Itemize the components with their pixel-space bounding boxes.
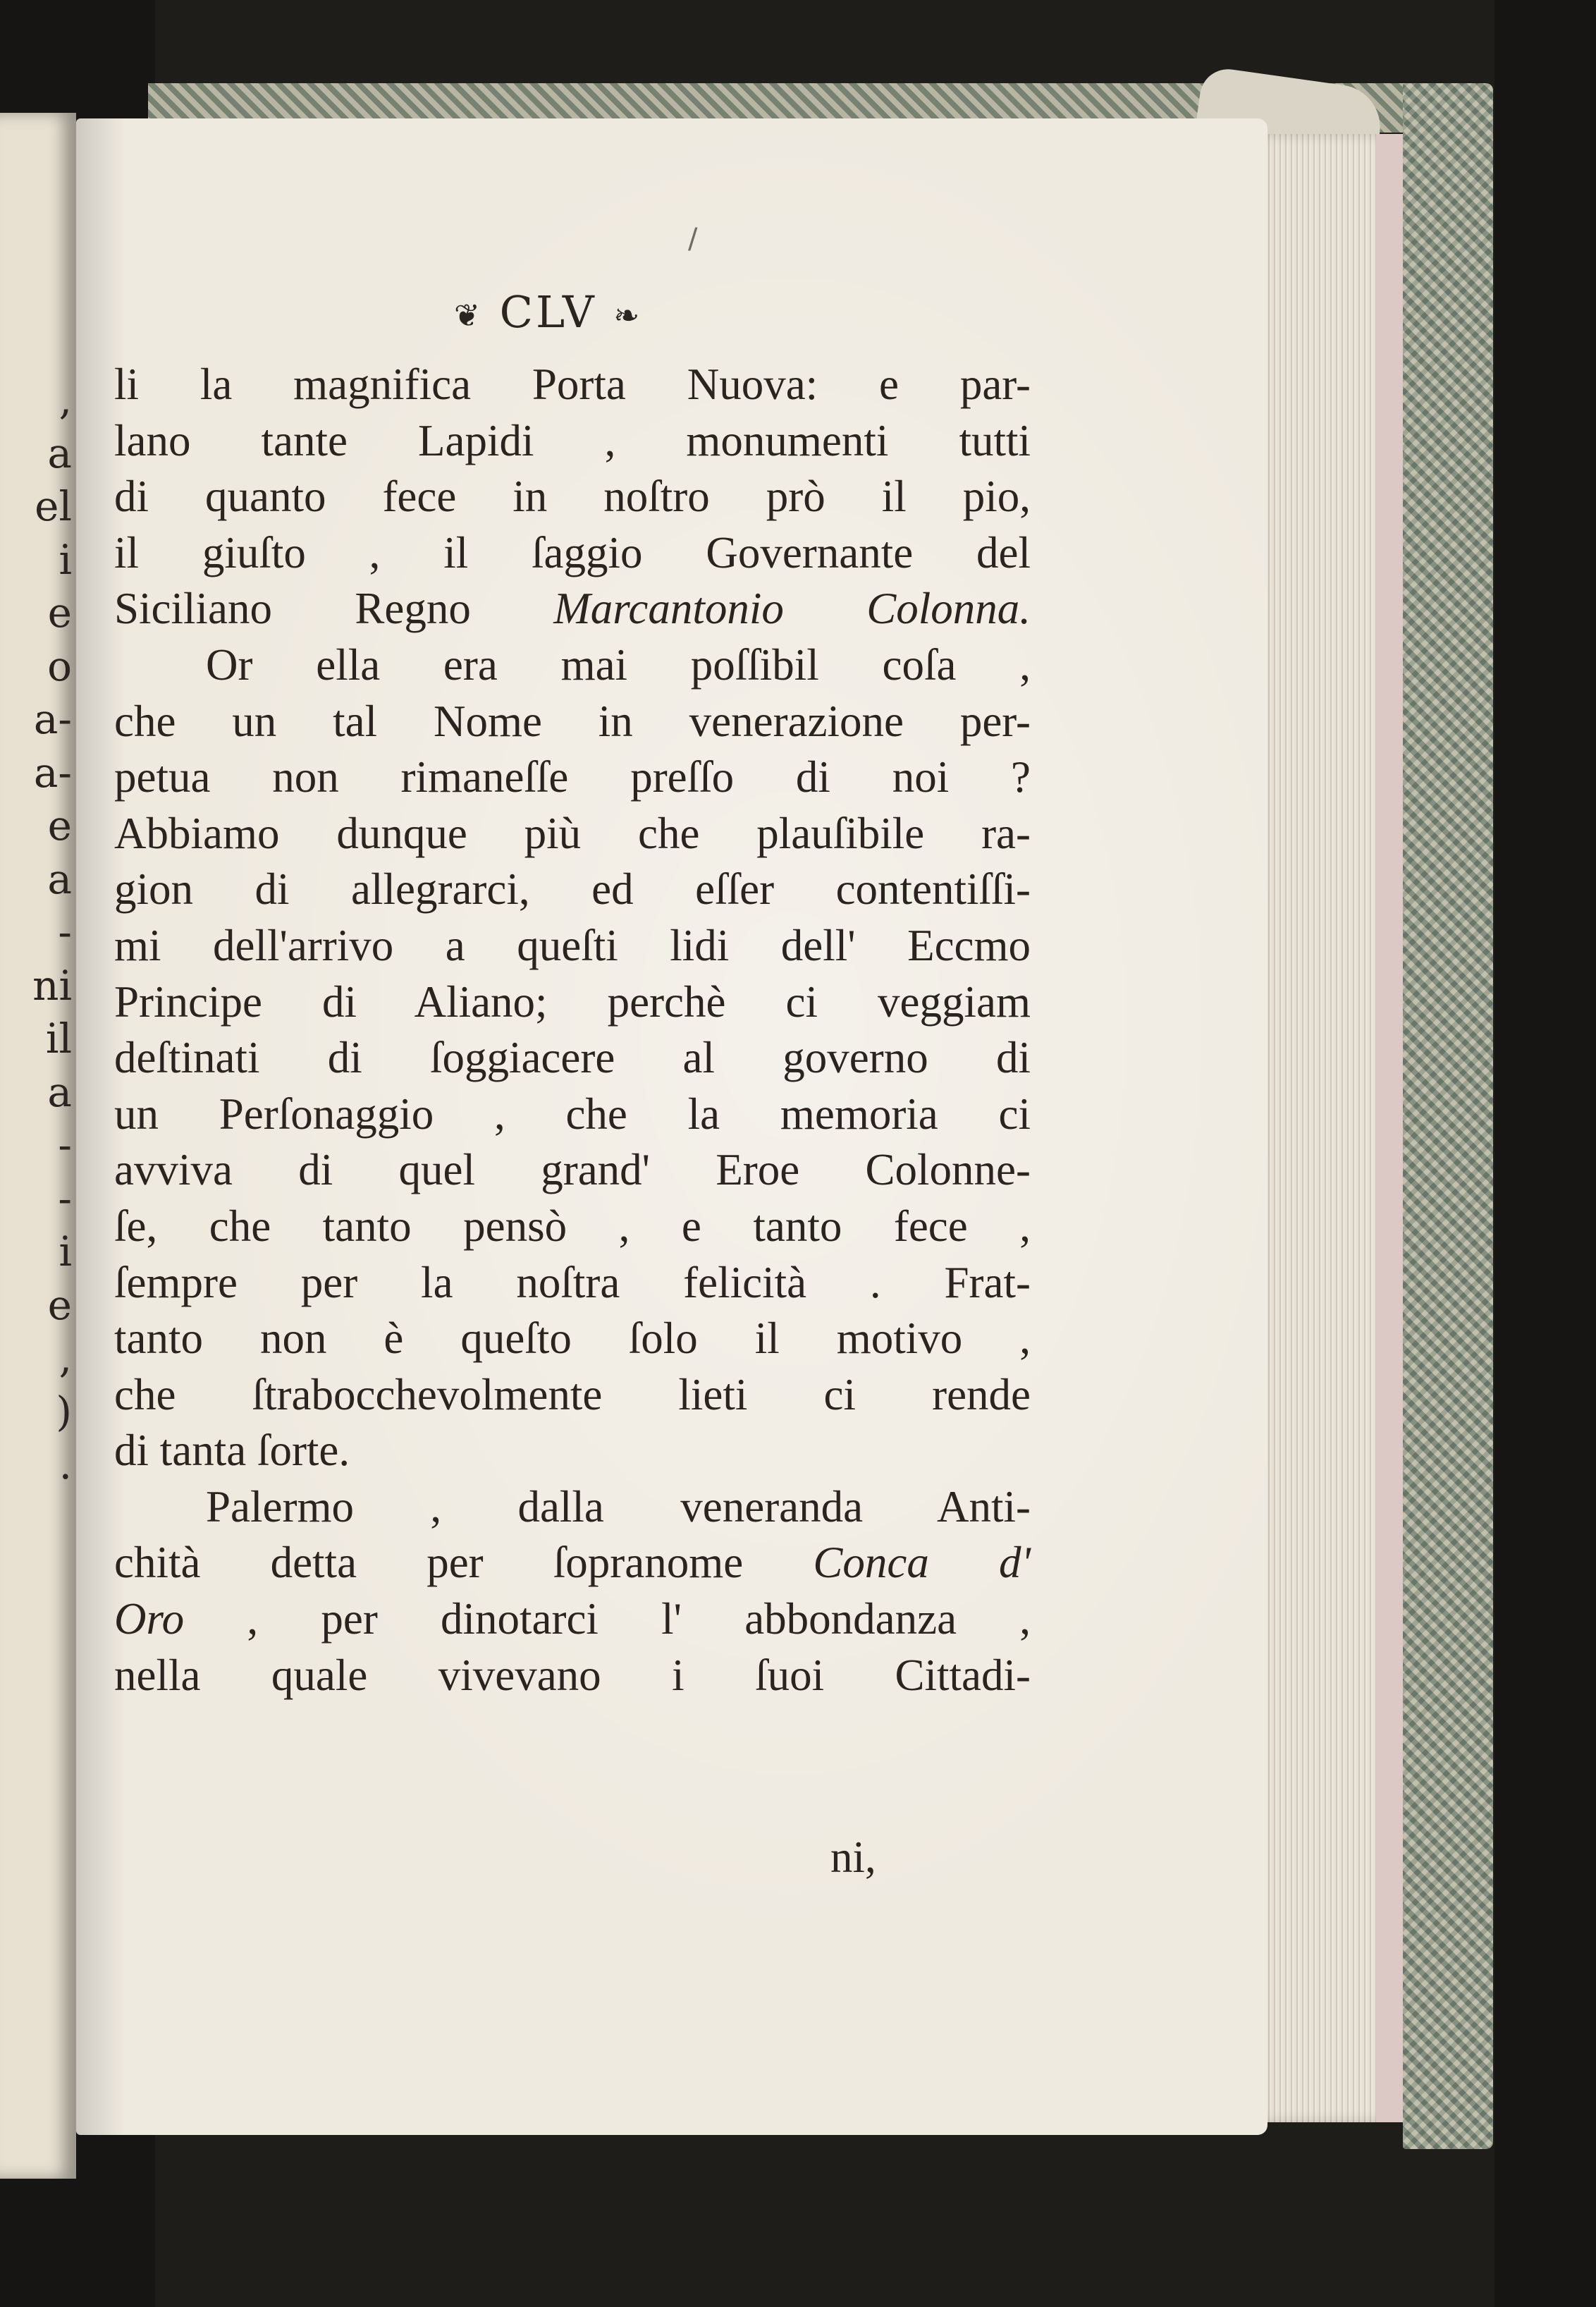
text-line [114,581,1031,637]
left-fragment: - [58,1174,72,1223]
page-number: CLV [499,286,597,338]
text-line: tanto non è queſto ſolo il motivo , [114,1314,1031,1364]
left-fragment: - [58,1121,72,1169]
left-fragment: . [59,1440,72,1488]
text-line: li la magnifica Porta Nuova: e par- [114,360,1031,409]
ornament-right-icon: ❧ [613,298,643,334]
left-fragment: i [59,1228,72,1275]
text-line: Abbiamo dunque più che plauſibile ra- [114,808,1031,858]
left-fragment: e [47,589,72,637]
book-page [76,118,1267,2135]
back-cover-edge [1403,83,1493,2149]
left-fragment: , [59,376,72,424]
catchword: ni, [830,1832,876,1882]
text-line: lano tante Lapidi , monumenti tutti [114,415,1031,465]
left-fragment: a [47,855,72,903]
text-line: che un tal Nome in venerazione per- [114,696,1031,746]
left-fragment: i [59,535,72,584]
body-text [114,357,1031,1703]
text-line: di tanta ſorte. [114,1426,350,1476]
left-fragment: a- [33,695,72,743]
text-line: Palermo , dalla veneranda Anti- [206,1481,1031,1531]
pencil-mark: / [688,223,698,255]
text-line: ſempre per la noſtra felicità . Frat- [114,1257,1031,1307]
italic-phrase: Oro [114,1594,185,1644]
left-page-fragments [32,374,72,1492]
text-line: ſe, che tanto pensò , e tanto fece , [114,1201,1031,1251]
left-fragment: a [47,429,72,477]
left-fragment: ni [32,961,72,1010]
italic-name: Marcantonio Colonna. [553,584,1031,634]
text-line: di quanto fece in noſtro prò il pio, [114,472,1031,522]
left-fragment: el [35,482,72,530]
text-segment: , per dinotarci l' abbondanza , [184,1594,1031,1644]
left-fragment: e [47,1280,72,1329]
left-fragment: , [59,1334,72,1382]
left-fragment: - [58,908,72,956]
ornament-left-icon: ❦ [454,298,483,334]
text-line: mi dell'arrivo a queſti lidi dell' Eccmo [114,920,1031,970]
left-fragment: a- [33,748,72,797]
text-line: deſtinati di ſoggiacere al governo di [114,1033,1031,1083]
text-segment: Siciliano Regno [114,584,554,634]
left-fragment: e [47,802,72,850]
page-header [454,286,642,338]
endpaper-edge [1376,134,1403,2122]
text-line [114,1591,1031,1648]
left-fragment: ) [56,1387,72,1436]
text-segment: chità detta per ſopranome [114,1538,814,1588]
text-line: avviva di quel grand' Eroe Colonne- [114,1145,1031,1195]
text-line: Or ella era mai poſſibil coſa , [206,640,1031,690]
italic-phrase: Conca d' [813,1538,1031,1588]
left-fragment: a [47,1067,72,1116]
text-line: nella quale vivevano i ſuoi Cittadi- [114,1650,1031,1700]
text-line: che ſtrabocchevolmente lieti ci rende [114,1369,1031,1419]
left-fragment: o [47,642,72,690]
text-line: gion di allegrarci, ed eſſer contentiſſi- [114,864,1031,914]
text-line: il giuſto , il ſaggio Governante del [114,527,1031,577]
text-line: petua non rimaneſſe preſſo di noi ? [114,752,1031,802]
text-line: un Perſonaggio , che la memoria ci [114,1089,1031,1139]
left-fragment: il [45,1015,72,1063]
left-facing-page [0,113,76,2179]
text-line: Principe di Aliano; perchè ci veggiam [114,977,1031,1027]
text-line [114,1535,1031,1591]
